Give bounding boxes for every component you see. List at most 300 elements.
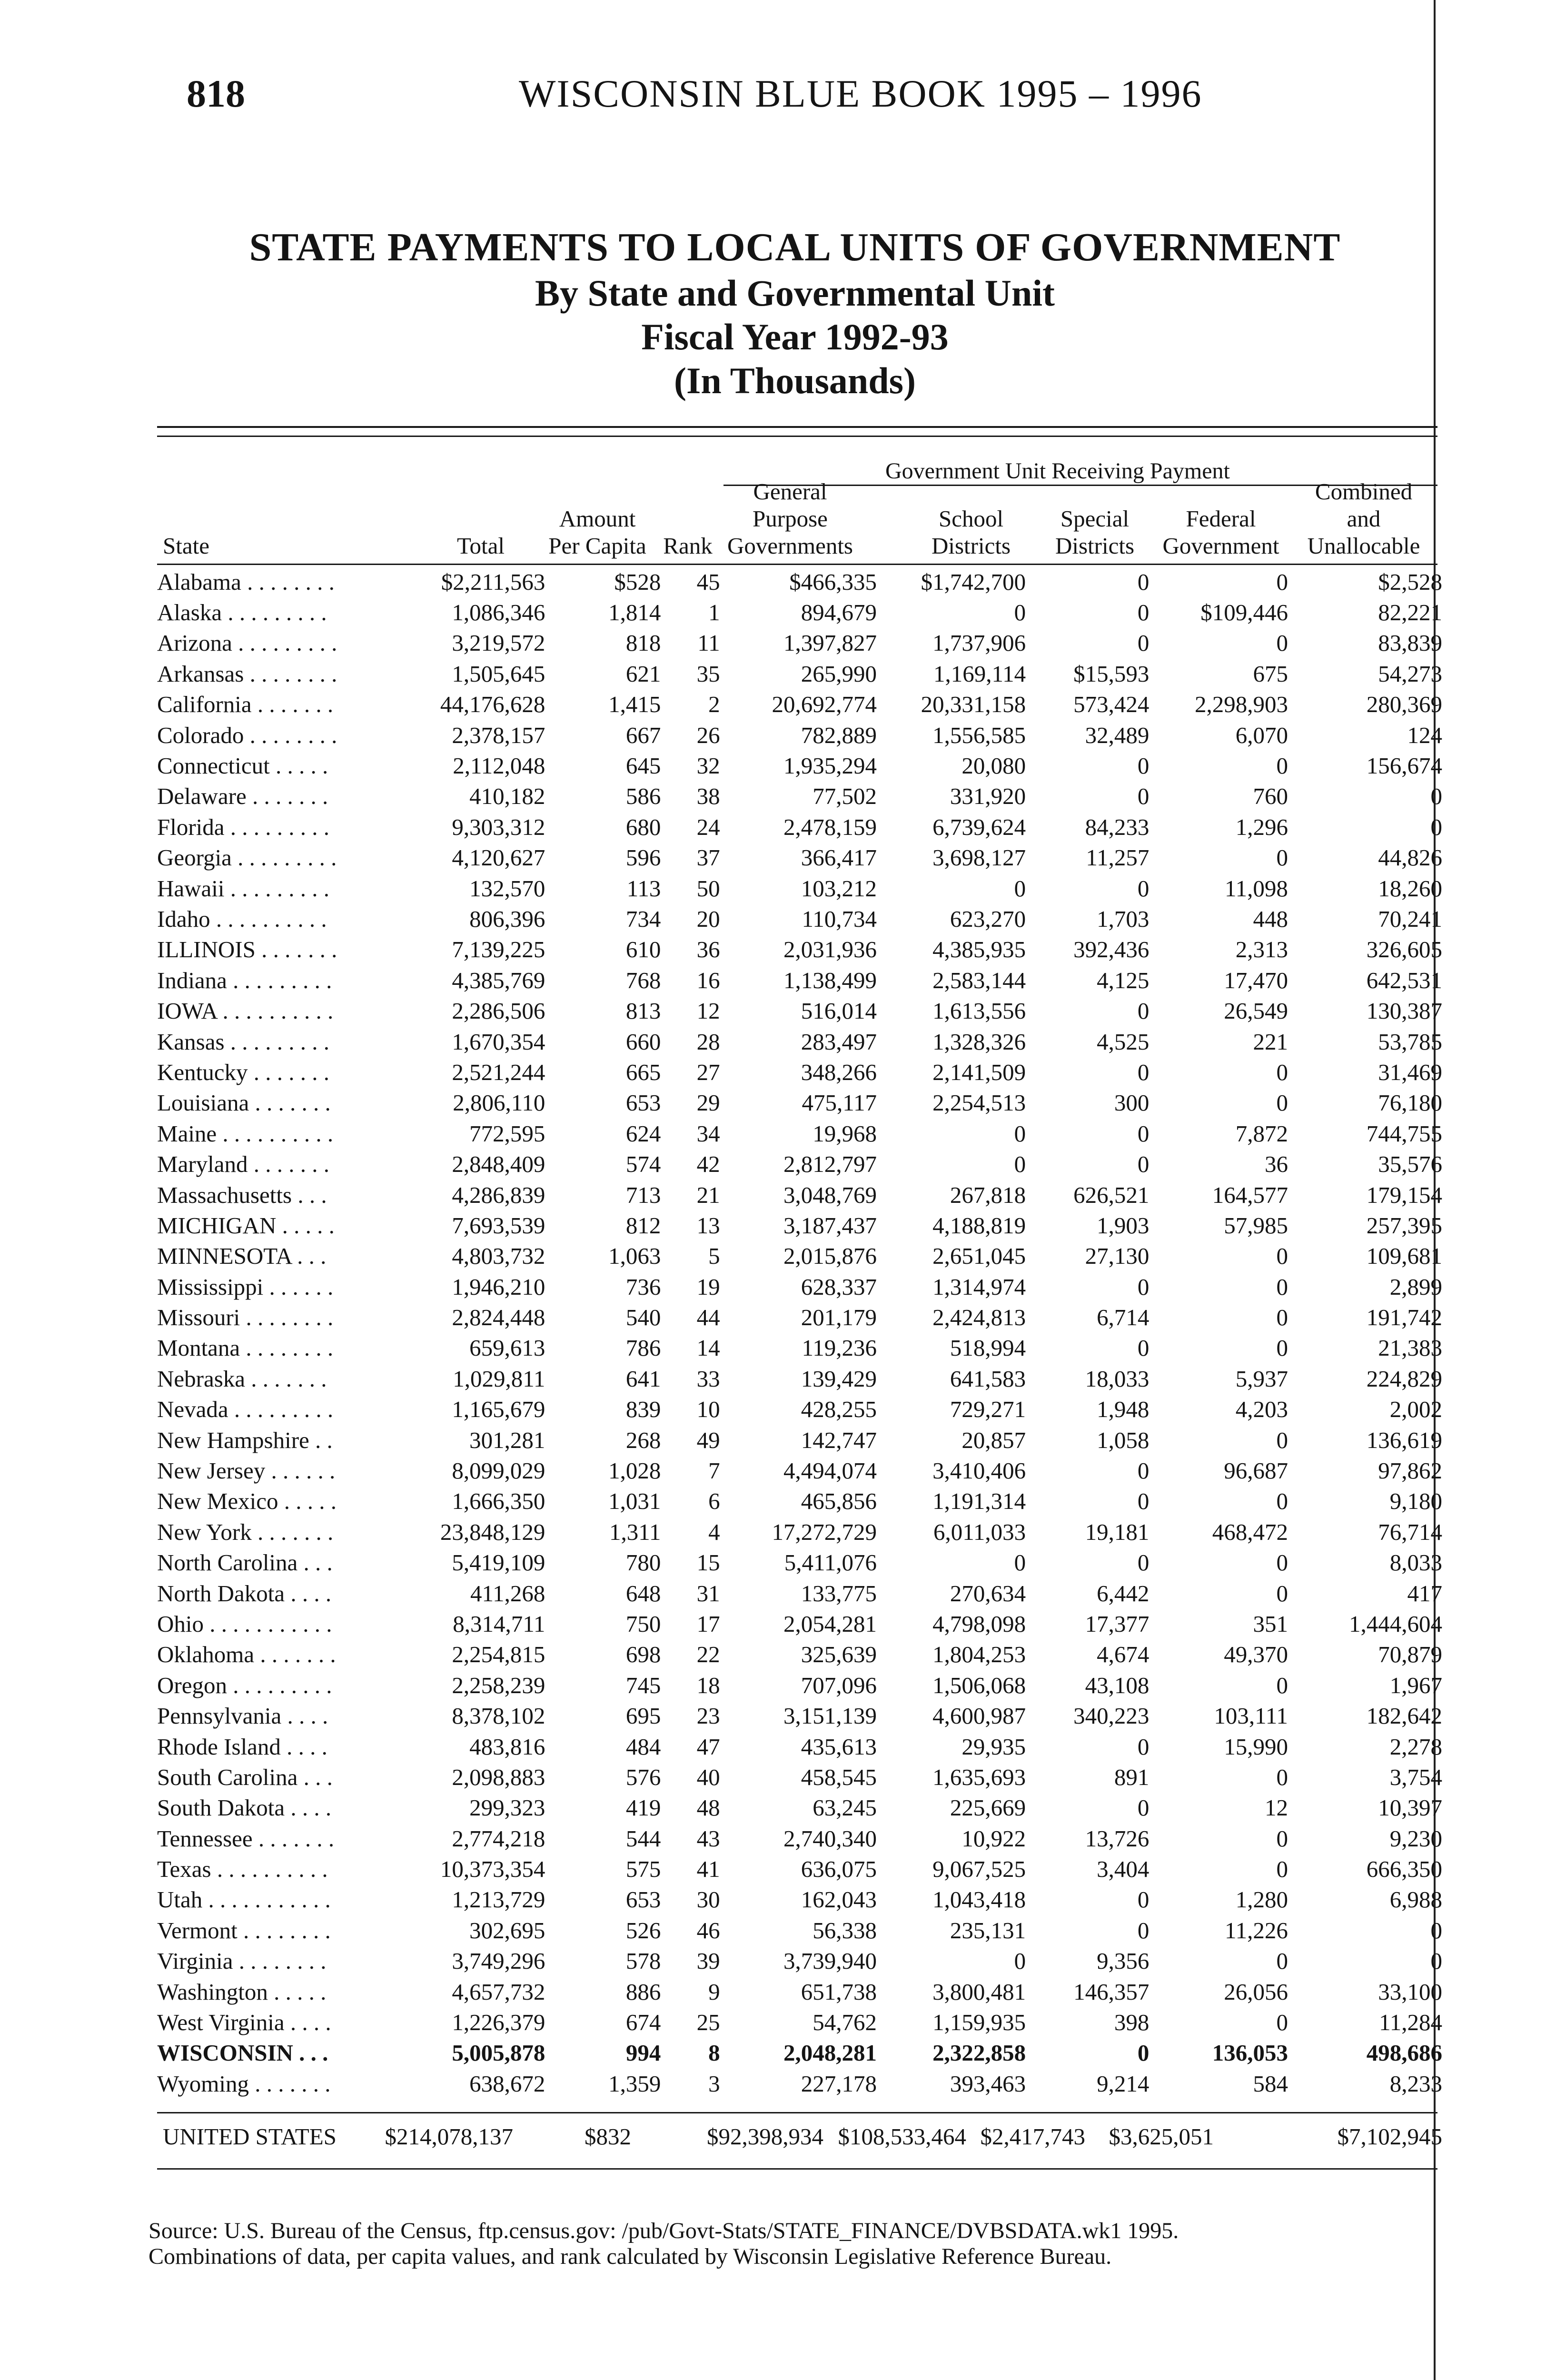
school-districts-cell: 10,922 xyxy=(961,1825,1026,1852)
federal-government-cell: 0 xyxy=(1276,568,1288,595)
federal-government-cell: 468,472 xyxy=(1212,1518,1288,1545)
federal-government-cell: 6,070 xyxy=(1235,722,1288,748)
federal-government-cell: 0 xyxy=(1276,1427,1288,1453)
combined-cell: 0 xyxy=(1430,813,1442,840)
state-cell: Idaho . . . . . . . . . . xyxy=(157,905,327,932)
combined-cell: 326,605 xyxy=(1366,936,1442,963)
combined-cell: 224,829 xyxy=(1366,1365,1442,1392)
rank-cell: 31 xyxy=(696,1580,720,1606)
header-combined-line1: Combined xyxy=(1315,478,1413,505)
per-capita-cell: 1,814 xyxy=(608,599,661,626)
state-cell: North Dakota . . . . xyxy=(157,1580,332,1606)
federal-government-cell: 0 xyxy=(1276,2009,1288,2036)
rank-cell: 4 xyxy=(708,1518,720,1545)
school-districts-cell: 1,043,418 xyxy=(932,1886,1026,1913)
general-purpose-cell: 265,990 xyxy=(801,660,877,687)
page-title: STATE PAYMENTS TO LOCAL UNITS OF GOVERNMENT xyxy=(249,225,1341,269)
general-purpose-cell: 77,502 xyxy=(813,783,877,810)
state-cell: Hawaii . . . . . . . . . xyxy=(157,875,329,902)
header-federal-line2: Government xyxy=(1162,533,1279,559)
table-row xyxy=(157,1394,1442,1425)
special-districts-cell: 1,703 xyxy=(1097,905,1150,932)
rank-cell: 44 xyxy=(696,1304,720,1331)
federal-government-cell: 0 xyxy=(1276,1273,1288,1300)
table-row xyxy=(157,965,1442,995)
school-districts-cell: 235,131 xyxy=(950,1917,1026,1944)
state-cell: Rhode Island . . . . xyxy=(157,1733,327,1760)
combined-cell: $2,528 xyxy=(1378,568,1442,595)
general-purpose-cell: 63,245 xyxy=(813,1795,877,1821)
school-districts-cell: 1,737,906 xyxy=(932,630,1026,656)
general-purpose-cell: 2,054,281 xyxy=(783,1610,877,1637)
state-cell: Kentucky . . . . . . . xyxy=(157,1059,329,1085)
state-cell: Montana . . . . . . . . xyxy=(157,1335,334,1361)
general-purpose-cell: 894,679 xyxy=(801,599,877,626)
state-cell: IOWA . . . . . . . . . . xyxy=(157,998,334,1024)
special-districts-cell: 0 xyxy=(1137,630,1150,656)
header-amount xyxy=(538,505,657,559)
table-row xyxy=(157,658,1442,689)
general-purpose-cell: 782,889 xyxy=(801,722,877,748)
header-general-line2: Purpose xyxy=(753,506,828,532)
combined-cell: 2,899 xyxy=(1389,1273,1442,1300)
table-row xyxy=(157,1455,1442,1486)
combined-cell: 0 xyxy=(1430,783,1442,810)
special-districts-cell: 1,948 xyxy=(1097,1396,1150,1423)
state-cell: MICHIGAN . . . . . xyxy=(157,1212,335,1239)
federal-government-cell: 760 xyxy=(1253,783,1288,810)
school-districts-cell: 2,322,858 xyxy=(932,2040,1026,2066)
general-purpose-cell: 1,397,827 xyxy=(783,630,877,656)
combined-cell: 8,033 xyxy=(1389,1549,1442,1576)
total-cell: 2,774,218 xyxy=(452,1825,545,1852)
special-districts-cell: 13,726 xyxy=(1085,1825,1150,1852)
table-row xyxy=(157,720,1442,750)
group-heading: Government Unit Receiving Payment xyxy=(885,458,1230,484)
state-cell: New Mexico . . . . . xyxy=(157,1488,337,1515)
federal-government-cell: 0 xyxy=(1276,1488,1288,1515)
total-cell: 2,098,883 xyxy=(452,1764,545,1790)
special-districts-cell: 1,058 xyxy=(1097,1427,1150,1453)
special-districts-cell: 392,436 xyxy=(1073,936,1150,963)
special-districts-cell: 0 xyxy=(1137,599,1150,626)
rank-cell: 49 xyxy=(696,1427,720,1453)
state-cell: Oklahoma . . . . . . . xyxy=(157,1641,336,1668)
per-capita-cell: 526 xyxy=(625,1917,661,1944)
special-districts-cell: 0 xyxy=(1137,1273,1150,1300)
header-state: State xyxy=(163,533,209,559)
total-cell: 23,848,129 xyxy=(440,1518,545,1545)
school-districts-cell: 0 xyxy=(1014,599,1026,626)
per-capita-cell: 544 xyxy=(625,1825,661,1852)
federal-government-cell: 0 xyxy=(1276,844,1288,871)
federal-government-cell: 15,990 xyxy=(1224,1733,1288,1760)
per-capita-cell: 653 xyxy=(625,1886,661,1913)
page-number: 818 xyxy=(187,72,245,115)
total-cell: 2,806,110 xyxy=(453,1090,545,1116)
state-cell: Vermont . . . . . . . . xyxy=(157,1917,331,1944)
per-capita-cell: 780 xyxy=(625,1549,661,1576)
general-purpose-cell: 2,740,340 xyxy=(783,1825,877,1852)
school-districts-cell: 1,159,935 xyxy=(932,2009,1026,2036)
combined-cell: 82,221 xyxy=(1378,599,1442,626)
source-line2: Combinations of data, per capita values, and rank calculated by Wisconsin Legislative Reference Bureau. xyxy=(149,2244,1112,2269)
combined-cell: 130,387 xyxy=(1366,998,1442,1024)
special-districts-cell: 0 xyxy=(1137,1795,1150,1821)
general-purpose-cell: 465,856 xyxy=(801,1488,877,1515)
federal-government-cell: 57,985 xyxy=(1224,1212,1288,1239)
general-purpose-cell: 636,075 xyxy=(801,1856,877,1883)
table-row xyxy=(157,995,1442,1026)
special-districts-cell: 1,903 xyxy=(1097,1212,1150,1239)
top-rule xyxy=(157,426,1437,428)
school-districts-cell: 331,920 xyxy=(950,783,1026,810)
state-cell: Delaware . . . . . . . xyxy=(157,783,328,810)
combined-cell: 0 xyxy=(1430,1917,1442,1944)
combined-cell: 179,154 xyxy=(1366,1181,1442,1208)
table-row xyxy=(157,1026,1442,1057)
subtitle-year: Fiscal Year 1992-93 xyxy=(641,316,949,357)
state-cell: WISCONSIN . . . xyxy=(157,2040,328,2066)
table-row xyxy=(157,1884,1442,1915)
rank-cell: 40 xyxy=(696,1764,720,1790)
rank-cell: 30 xyxy=(696,1886,720,1913)
per-capita-cell: $528 xyxy=(614,568,661,595)
per-capita-cell: 750 xyxy=(625,1610,661,1637)
state-cell: West Virginia . . . . xyxy=(157,2009,331,2036)
special-districts-cell: 0 xyxy=(1137,1488,1150,1515)
total-cell: 2,824,448 xyxy=(452,1304,545,1331)
combined-cell: 136,619 xyxy=(1366,1427,1442,1453)
special-districts-cell: 340,223 xyxy=(1073,1703,1150,1729)
total-cell: 4,803,732 xyxy=(452,1243,545,1269)
general-purpose-cell: 19,968 xyxy=(813,1120,877,1147)
per-capita-cell: 645 xyxy=(625,753,661,779)
school-districts-cell: 1,191,314 xyxy=(932,1488,1026,1515)
header-special-line1: Special xyxy=(1060,506,1130,532)
per-capita-cell: 994 xyxy=(625,2040,661,2066)
state-cell: Arizona . . . . . . . . . xyxy=(157,630,337,656)
totals-label: UNITED STATES xyxy=(163,2123,337,2150)
table-row xyxy=(157,1823,1442,1854)
general-purpose-cell: 428,255 xyxy=(801,1396,877,1423)
table-row xyxy=(157,1854,1442,1884)
per-capita-cell: 621 xyxy=(625,660,661,687)
special-districts-cell: 17,377 xyxy=(1085,1610,1150,1637)
per-capita-cell: 665 xyxy=(625,1059,661,1085)
total-cell: 3,749,296 xyxy=(452,1948,545,1974)
header-combined-line2: and xyxy=(1347,506,1381,532)
table-row xyxy=(157,1731,1442,1762)
general-purpose-cell: 56,338 xyxy=(813,1917,877,1944)
school-districts-cell: 2,651,045 xyxy=(932,1243,1026,1269)
rank-cell: 47 xyxy=(696,1733,720,1760)
table-row xyxy=(157,1241,1442,1271)
special-districts-cell: 0 xyxy=(1137,875,1150,902)
payments-table xyxy=(157,566,1442,2099)
rank-cell: 2 xyxy=(708,691,720,718)
total-cell: 2,378,157 xyxy=(452,722,545,748)
federal-government-cell: 136,053 xyxy=(1212,2040,1288,2066)
school-districts-cell: 1,169,114 xyxy=(933,660,1026,687)
total-cell: 5,419,109 xyxy=(452,1549,545,1576)
rank-cell: 37 xyxy=(696,844,720,871)
federal-government-cell: 1,280 xyxy=(1235,1886,1288,1913)
table-row xyxy=(157,1608,1442,1639)
special-districts-cell: 6,442 xyxy=(1097,1580,1150,1606)
school-districts-cell: 9,067,525 xyxy=(932,1856,1026,1883)
running-head: WISCONSIN BLUE BOOK 1995 – 1996 xyxy=(519,72,1202,115)
special-districts-cell: 626,521 xyxy=(1073,1181,1150,1208)
per-capita-cell: 1,063 xyxy=(608,1243,661,1269)
table-row xyxy=(157,1302,1442,1332)
per-capita-cell: 1,311 xyxy=(609,1518,661,1545)
general-purpose-cell: 283,497 xyxy=(801,1028,877,1055)
special-districts-cell: 0 xyxy=(1137,1549,1150,1576)
table-row xyxy=(157,1670,1442,1700)
school-districts-cell: 20,331,158 xyxy=(921,691,1026,718)
combined-cell: 2,278 xyxy=(1389,1733,1442,1760)
combined-cell: 70,879 xyxy=(1378,1641,1442,1668)
table-row xyxy=(157,1486,1442,1517)
combined-cell: 9,180 xyxy=(1389,1488,1442,1515)
rank-cell: 16 xyxy=(696,967,720,993)
rank-cell: 11 xyxy=(697,630,720,656)
table-row xyxy=(157,1425,1442,1455)
school-districts-cell: 2,254,513 xyxy=(932,1090,1026,1116)
per-capita-cell: 484 xyxy=(625,1733,661,1760)
rank-cell: 32 xyxy=(696,753,720,779)
total-cell: 2,254,815 xyxy=(452,1641,545,1668)
total-cell: 4,286,839 xyxy=(452,1181,545,1208)
combined-cell: 109,681 xyxy=(1366,1243,1442,1269)
combined-cell: 18,260 xyxy=(1378,875,1442,902)
totals-school: $108,533,464 xyxy=(838,2123,966,2150)
header-amount-line1: Amount xyxy=(559,506,636,532)
rank-cell: 35 xyxy=(696,660,720,687)
general-purpose-cell: 516,014 xyxy=(801,998,877,1024)
total-cell: $2,211,563 xyxy=(441,568,545,595)
rank-cell: 1 xyxy=(708,599,720,626)
combined-cell: 2,002 xyxy=(1389,1396,1442,1423)
table-row xyxy=(157,1088,1442,1118)
per-capita-cell: 575 xyxy=(625,1856,661,1883)
special-districts-cell: 0 xyxy=(1137,783,1150,810)
combined-cell: 11,284 xyxy=(1379,2009,1442,2036)
table-row xyxy=(157,903,1442,934)
table-row xyxy=(157,873,1442,903)
totals-special: $2,417,743 xyxy=(980,2123,1085,2150)
rank-cell: 3 xyxy=(708,2070,720,2097)
special-districts-cell: 9,356 xyxy=(1097,1948,1150,1974)
total-cell: 1,666,350 xyxy=(452,1488,545,1515)
table-row xyxy=(157,1180,1442,1210)
state-cell: New Jersey . . . . . . xyxy=(157,1458,336,1484)
total-cell: 1,213,729 xyxy=(452,1886,545,1913)
total-cell: 772,595 xyxy=(469,1120,545,1147)
total-cell: 1,029,811 xyxy=(453,1365,545,1392)
totals-per-capita: $832 xyxy=(585,2123,631,2150)
state-cell: Pennsylvania . . . . xyxy=(157,1703,328,1729)
total-cell: 3,219,572 xyxy=(452,630,545,656)
special-districts-cell: 3,404 xyxy=(1097,1856,1150,1883)
school-districts-cell: 518,994 xyxy=(950,1335,1026,1361)
combined-cell: 0 xyxy=(1430,1948,1442,1974)
total-cell: 8,378,102 xyxy=(452,1703,545,1729)
table-row xyxy=(157,597,1442,627)
special-districts-cell: 573,424 xyxy=(1073,691,1150,718)
federal-government-cell: 1,296 xyxy=(1235,813,1288,840)
federal-government-cell: 11,098 xyxy=(1225,875,1288,902)
federal-government-cell: 0 xyxy=(1276,753,1288,779)
state-cell: Alabama . . . . . . . . xyxy=(157,568,335,595)
header-combined-line3: Unallocable xyxy=(1307,533,1420,559)
total-cell: 806,396 xyxy=(469,905,545,932)
totals-rule-bottom xyxy=(157,2168,1437,2170)
rank-cell: 17 xyxy=(696,1610,720,1637)
table-row xyxy=(157,812,1442,842)
combined-cell: 35,576 xyxy=(1378,1151,1442,1178)
general-purpose-cell: 162,043 xyxy=(801,1886,877,1913)
federal-government-cell: 0 xyxy=(1276,1672,1288,1698)
header-general xyxy=(714,478,866,559)
school-districts-cell: 2,583,144 xyxy=(932,967,1026,993)
header-federal-line1: Federal xyxy=(1186,506,1256,532)
federal-government-cell: 0 xyxy=(1276,1304,1288,1331)
table-row xyxy=(157,781,1442,812)
school-districts-cell: 0 xyxy=(1014,1549,1026,1576)
rank-cell: 25 xyxy=(696,2009,720,2036)
table-body xyxy=(157,566,1442,2099)
general-purpose-cell: 17,272,729 xyxy=(772,1518,877,1545)
state-cell: Ohio . . . . . . . . . . . xyxy=(157,1610,332,1637)
per-capita-cell: 610 xyxy=(625,936,661,963)
totals-total: $214,078,137 xyxy=(385,2123,513,2150)
per-capita-cell: 113 xyxy=(626,875,661,902)
per-capita-cell: 768 xyxy=(625,967,661,993)
school-districts-cell: 0 xyxy=(1014,875,1026,902)
general-purpose-cell: 2,031,936 xyxy=(783,936,877,963)
rank-cell: 50 xyxy=(696,875,720,902)
federal-government-cell: 12 xyxy=(1264,1795,1288,1821)
federal-government-cell: 2,298,903 xyxy=(1194,691,1288,718)
state-cell: Wyoming . . . . . . . xyxy=(157,2070,331,2097)
per-capita-cell: 1,028 xyxy=(608,1458,661,1484)
general-purpose-cell: 1,935,294 xyxy=(783,753,877,779)
total-cell: 2,258,239 xyxy=(452,1672,545,1698)
rank-cell: 36 xyxy=(696,936,720,963)
per-capita-cell: 1,359 xyxy=(608,2070,661,2097)
state-cell: Utah . . . . . . . . . . . xyxy=(157,1886,331,1913)
general-purpose-cell: 2,048,281 xyxy=(783,2040,877,2066)
general-purpose-cell: 2,015,876 xyxy=(783,1243,877,1269)
special-districts-cell: 18,033 xyxy=(1085,1365,1150,1392)
school-districts-cell: 270,634 xyxy=(950,1580,1026,1606)
table-row xyxy=(157,1946,1442,1976)
state-cell: ILLINOIS . . . . . . . xyxy=(157,936,337,963)
total-cell: 4,385,769 xyxy=(452,967,545,993)
combined-cell: 744,755 xyxy=(1366,1120,1442,1147)
per-capita-cell: 574 xyxy=(625,1151,661,1178)
state-cell: Mississippi . . . . . . xyxy=(157,1273,334,1300)
special-districts-cell: 43,108 xyxy=(1085,1672,1150,1698)
state-cell: Massachusetts . . . xyxy=(157,1181,327,1208)
table-row xyxy=(157,934,1442,965)
federal-government-cell: 221 xyxy=(1253,1028,1288,1055)
federal-government-cell: 584 xyxy=(1253,2070,1288,2097)
state-cell: Nevada . . . . . . . . . xyxy=(157,1396,334,1423)
school-districts-cell: 393,463 xyxy=(950,2070,1026,2097)
per-capita-cell: 886 xyxy=(625,1978,661,2005)
state-cell: Maine . . . . . . . . . . xyxy=(157,1120,334,1147)
header-total: Total xyxy=(457,533,505,559)
total-cell: 4,657,732 xyxy=(452,1978,545,2005)
federal-government-cell: $109,446 xyxy=(1200,599,1288,626)
total-cell: 2,286,506 xyxy=(452,998,545,1024)
per-capita-cell: 648 xyxy=(625,1580,661,1606)
special-districts-cell: 0 xyxy=(1137,998,1150,1024)
rank-cell: 14 xyxy=(696,1335,720,1361)
per-capita-cell: 653 xyxy=(625,1090,661,1116)
rank-cell: 13 xyxy=(696,1212,720,1239)
combined-cell: 156,674 xyxy=(1366,753,1442,779)
table-row xyxy=(157,1976,1442,2007)
rank-cell: 46 xyxy=(696,1917,720,1944)
special-districts-cell: 146,357 xyxy=(1073,1978,1150,2005)
table-row xyxy=(157,2068,1442,2099)
rank-cell: 28 xyxy=(696,1028,720,1055)
table-row xyxy=(157,1762,1442,1792)
federal-government-cell: 5,937 xyxy=(1235,1365,1288,1392)
state-cell: Colorado . . . . . . . . xyxy=(157,722,337,748)
school-districts-cell: 20,857 xyxy=(961,1427,1026,1453)
special-districts-cell: 4,525 xyxy=(1097,1028,1150,1055)
state-cell: North Carolina . . . xyxy=(157,1549,333,1576)
federal-government-cell: 26,549 xyxy=(1224,998,1288,1024)
table-row xyxy=(157,628,1442,658)
federal-government-cell: 96,687 xyxy=(1224,1458,1288,1484)
total-cell: 1,505,645 xyxy=(452,660,545,687)
state-cell: MINNESOTA . . . xyxy=(157,1243,327,1269)
combined-cell: 3,754 xyxy=(1389,1764,1442,1790)
source-line1: Source: U.S. Bureau of the Census, ftp.census.gov: /pub/Govt-Stats/STATE_FINANCE/DVBSDATA.wk1 1995. xyxy=(149,2218,1179,2243)
school-districts-cell: 2,141,509 xyxy=(932,1059,1026,1085)
total-cell: 4,120,627 xyxy=(452,844,545,871)
state-cell: South Carolina . . . xyxy=(157,1764,333,1790)
federal-government-cell: 103,111 xyxy=(1214,1703,1288,1729)
school-districts-cell: 4,188,819 xyxy=(932,1212,1026,1239)
state-cell: Virginia . . . . . . . . xyxy=(157,1948,327,1974)
rank-cell: 10 xyxy=(696,1396,720,1423)
rank-cell: 23 xyxy=(696,1703,720,1729)
general-purpose-cell: 2,478,159 xyxy=(783,813,877,840)
header-combined xyxy=(1295,478,1433,559)
totals-general: $92,398,934 xyxy=(707,2123,823,2150)
general-purpose-cell: 54,762 xyxy=(813,2009,877,2036)
general-purpose-cell: 3,151,139 xyxy=(783,1703,877,1729)
rank-cell: 22 xyxy=(696,1641,720,1668)
special-districts-cell: 0 xyxy=(1137,753,1150,779)
special-districts-cell: 0 xyxy=(1137,1151,1150,1178)
rank-cell: 19 xyxy=(696,1273,720,1300)
special-districts-cell: 11,257 xyxy=(1086,844,1150,871)
total-cell: 7,693,539 xyxy=(452,1212,545,1239)
special-districts-cell: 0 xyxy=(1137,1458,1150,1484)
general-purpose-cell: 119,236 xyxy=(802,1335,877,1361)
general-purpose-cell: 3,048,769 xyxy=(783,1181,877,1208)
general-purpose-cell: 110,734 xyxy=(802,905,877,932)
per-capita-cell: 624 xyxy=(625,1120,661,1147)
